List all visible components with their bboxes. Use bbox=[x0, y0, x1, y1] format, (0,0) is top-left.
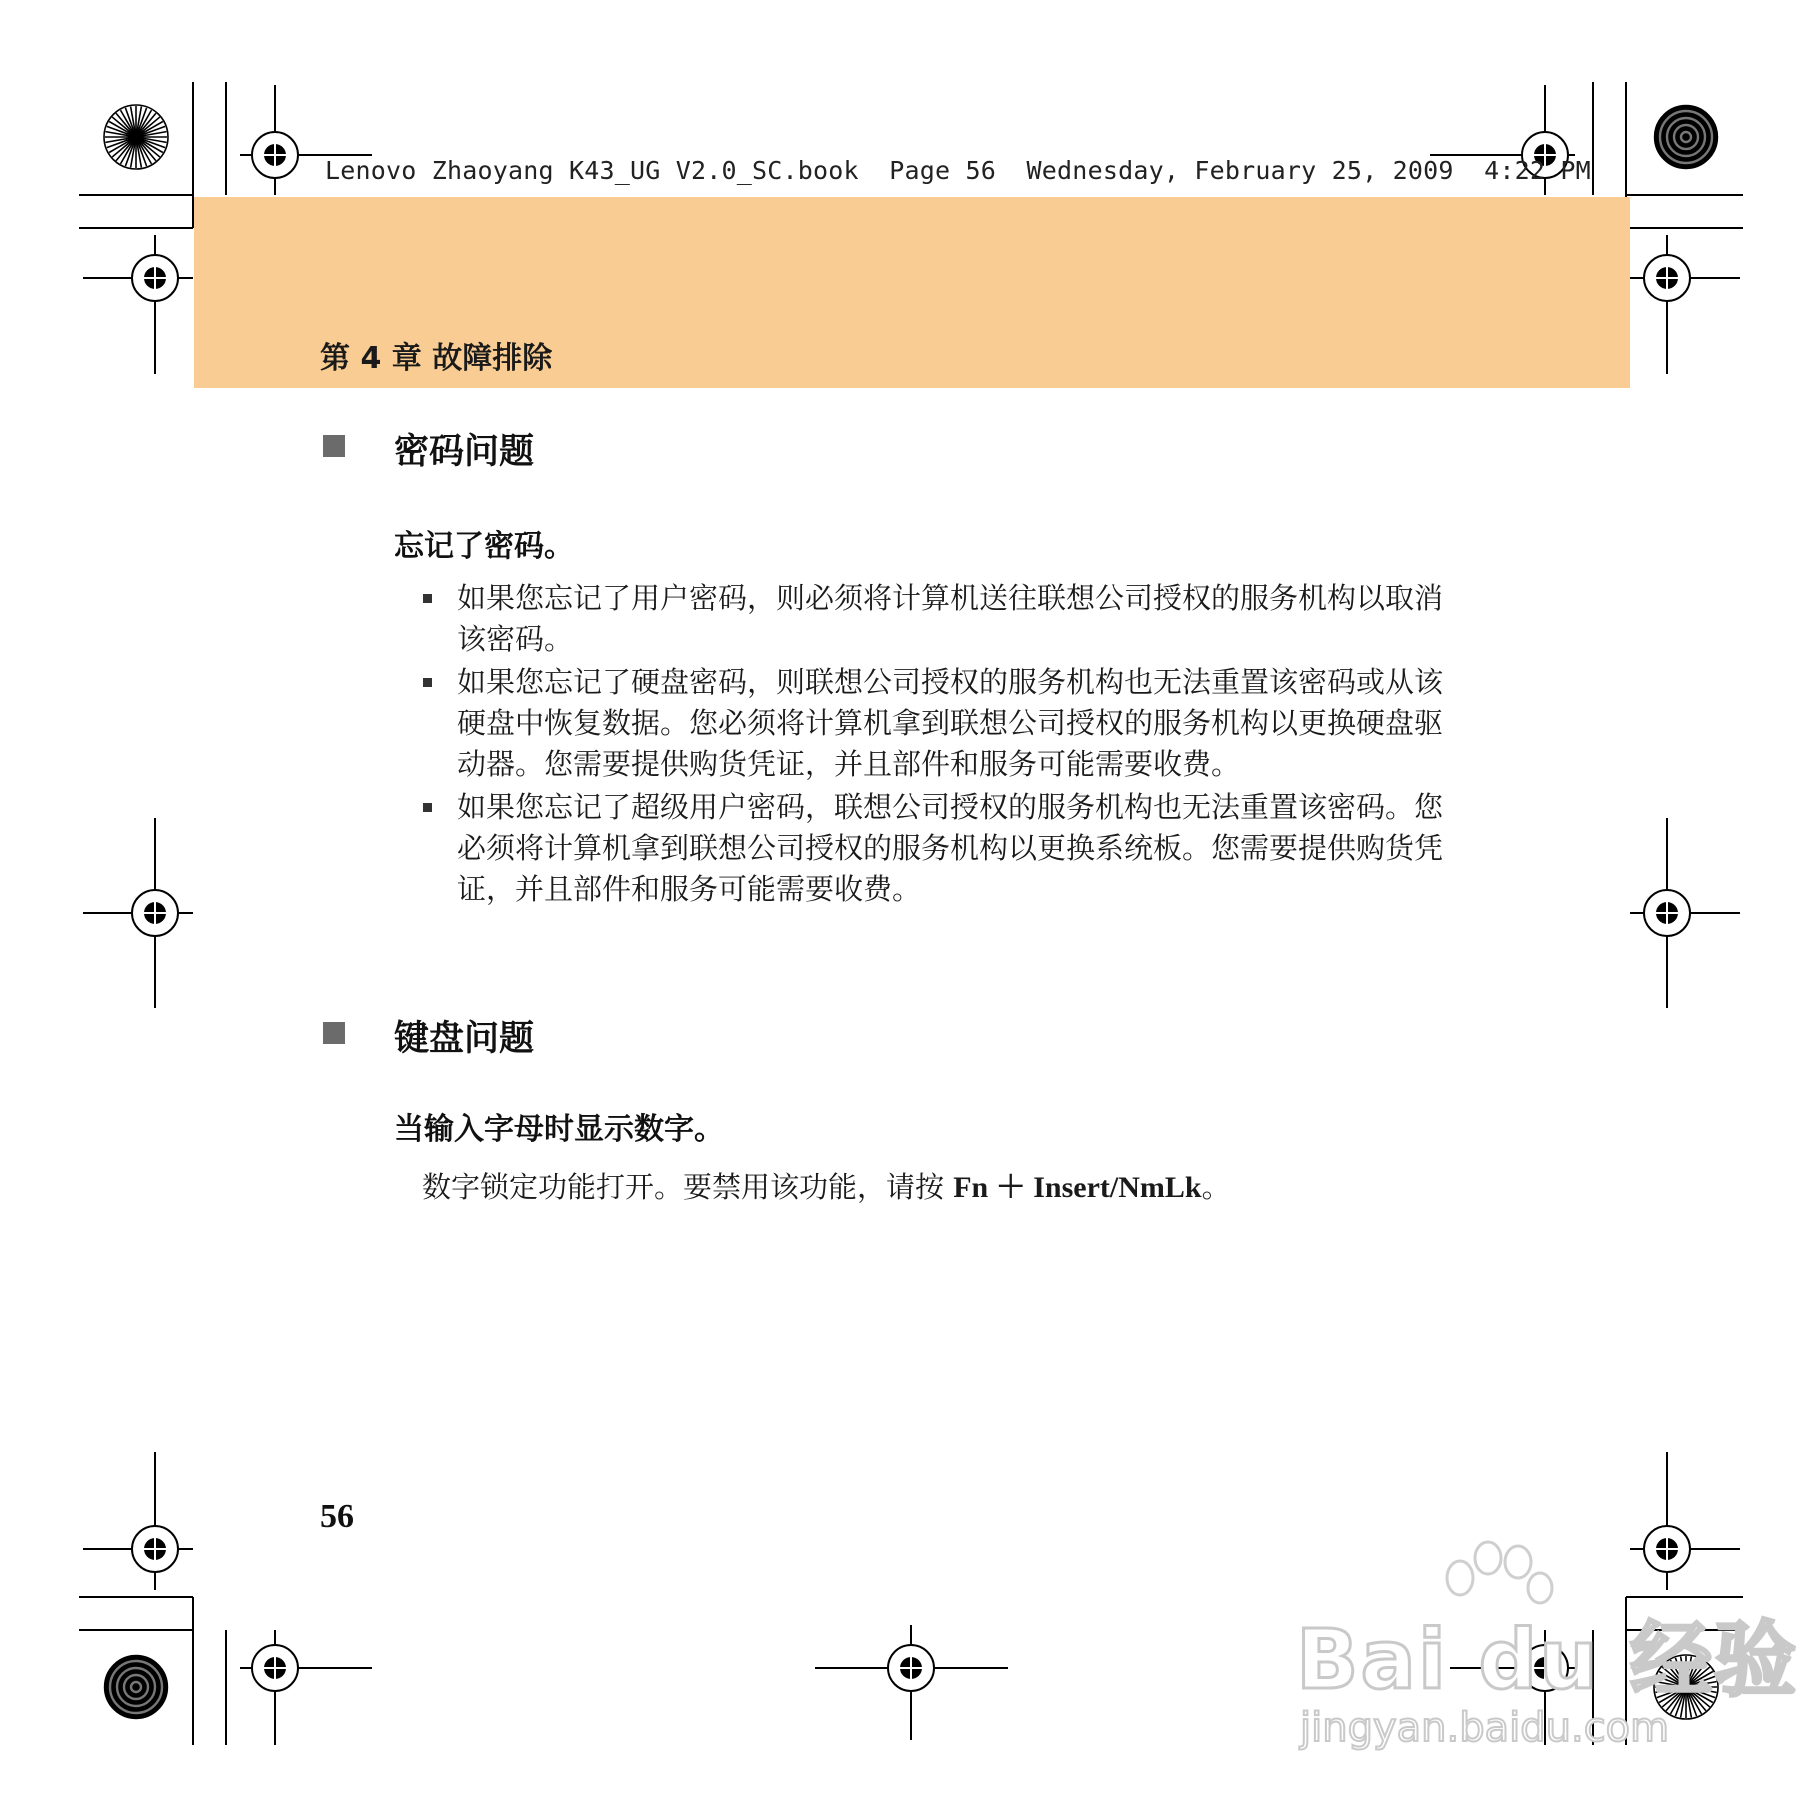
key-fn: Fn bbox=[953, 1171, 989, 1204]
bullet-square-icon bbox=[423, 803, 432, 812]
watermark-logo: Bai du 经验 bbox=[1296, 1613, 1799, 1708]
watermark-url: jingyan.baidu.com bbox=[1300, 1705, 1670, 1751]
section-title-password: 密码问题 bbox=[394, 432, 535, 472]
bullet-square-icon bbox=[423, 594, 432, 603]
chapter-title: 第 4 章 故障排除 bbox=[320, 341, 553, 376]
keyboard-fix-paragraph bbox=[422, 1162, 1231, 1206]
password-bullet-list bbox=[422, 578, 1462, 912]
list-item bbox=[422, 662, 1462, 785]
list-item bbox=[422, 787, 1462, 910]
section-title-keyboard: 键盘问题 bbox=[394, 1019, 535, 1059]
bullet-text: 如果您忘记了用户密码，则必须将计算机送往联想公司授权的服务机构以取消该密码。 bbox=[457, 581, 1444, 656]
list-item bbox=[422, 578, 1462, 660]
key-plus: ＋ bbox=[988, 1171, 1034, 1204]
subsection-title-forgot-password: 忘记了密码。 bbox=[394, 529, 574, 564]
paragraph-end: 。 bbox=[1201, 1170, 1231, 1204]
bullet-text: 如果您忘记了超级用户密码，联想公司授权的服务机构也无法重置该密码。您必须将计算机拿到联想公司授权的服务机构以更换系统板。您需要提供购货凭证，并且部件和服务可能需要收费。 bbox=[457, 790, 1444, 906]
subsection-title-numbers-shown: 当输入字母时显示数字。 bbox=[394, 1112, 724, 1147]
bullet-square-icon bbox=[423, 678, 432, 687]
section-marker-square bbox=[323, 435, 345, 457]
section-marker-square bbox=[323, 1022, 345, 1044]
bullet-text: 如果您忘记了硬盘密码，则联想公司授权的服务机构也无法重置该密码或从该硬盘中恢复数据。您必须将计算机拿到联想公司授权的服务机构以更换硬盘驱动器。您需要提供购货凭证，并且部件和服务可能需要收费。 bbox=[457, 665, 1444, 781]
print-slug-line: Lenovo Zhaoyang K43_UG V2.0_SC.book Page 56 Wednesday, February 25, 2009 4:22 PM bbox=[325, 156, 1591, 185]
page-number: 56 bbox=[320, 1498, 354, 1535]
paragraph-text: 数字锁定功能打开。要禁用该功能，请按 bbox=[422, 1170, 954, 1204]
key-insert-nmlk: Insert/NmLk bbox=[1033, 1171, 1202, 1204]
